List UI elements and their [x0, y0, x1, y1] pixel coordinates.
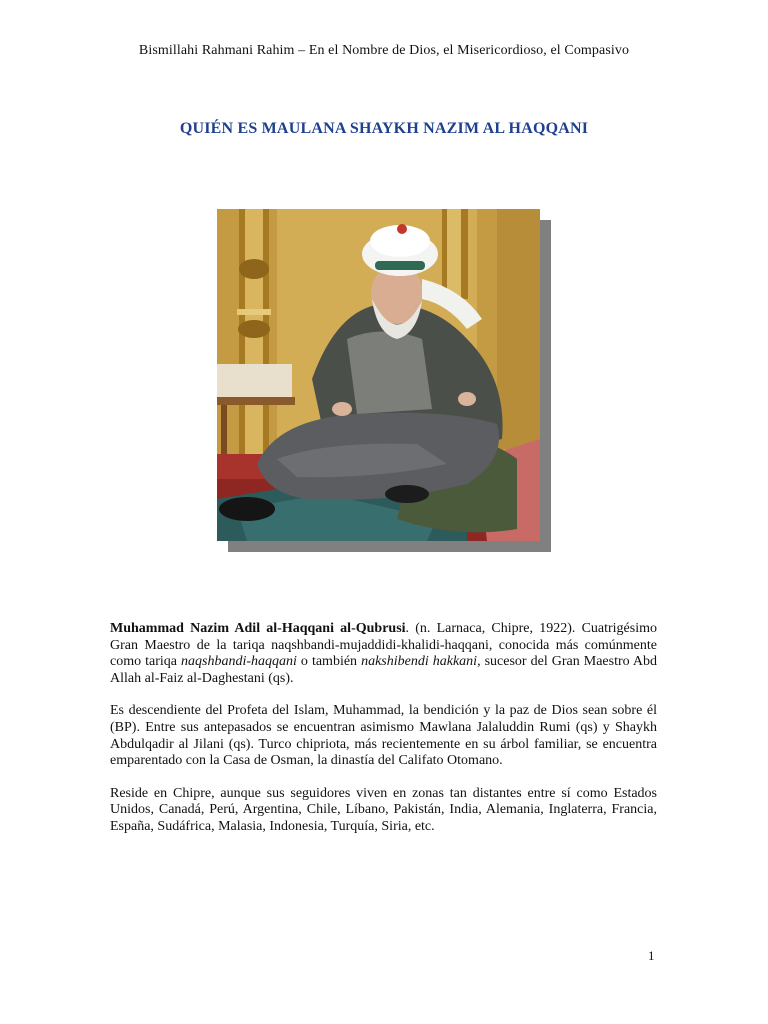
intro-text-b: o también [296, 654, 362, 670]
intro-text-c: , sucesor del Gran Maestro Abd Allah al-Faiz al-Daghestani (qs). [110, 654, 657, 686]
portrait-figure [217, 209, 540, 541]
page-number: 1 [648, 948, 655, 963]
paragraph-lineage: Es descendiente del Profeta del Islam, Muhammad, la bendición y la paz de Dios sean sobre él (BP). Entre sus antepasados se encuentran asimismo Mawlana Jalaluddin Rumi (qs) y Shaykh Abdulqadir al Jilani (qs). Turco chipriota, más recientemente en su árbol familiar, se encuentra emparentado con la Casa de Osman, la dinastía del Califato Otomano. [110, 703, 657, 769]
intro-italic-a: naqshbandi-haqqani [181, 654, 297, 670]
paragraph-residence: Reside en Chipre, aunque sus seguidores viven en zonas tan distantes entre sí como Estados Unidos, Canadá, Perú, Argentina, Chile, Líbano, Pakistán, India, Alemania, Inglaterra, Francia, España, Sudáfrica, Malasia, Indonesia, Turquía, Siria, etc. [110, 785, 657, 834]
body-text [110, 621, 657, 852]
paragraph-intro [110, 621, 657, 687]
subject-name: Muhammad Nazim Adil al-Haqqani al-Qubrusi [110, 621, 406, 636]
intro-italic-b: nakshibendi hakkani [361, 654, 478, 670]
intro-text-a: . (n. Larnaca, Chipre, 1922). Cuatrigésimo Gran Maestro de la tariqa naqshbandi-mujaddidi-khalidi-haqqani, conocida más comúnmente como tariqa [110, 621, 658, 670]
portrait-photo [217, 209, 540, 541]
page-header: Bismillahi Rahmani Rahim – En el Nombre de Dios, el Misericordioso, el Compasivo [138, 43, 630, 58]
page-title: QUIÉN ES MAULANA SHAYKH NAZIM AL HAQQANI [179, 120, 589, 137]
